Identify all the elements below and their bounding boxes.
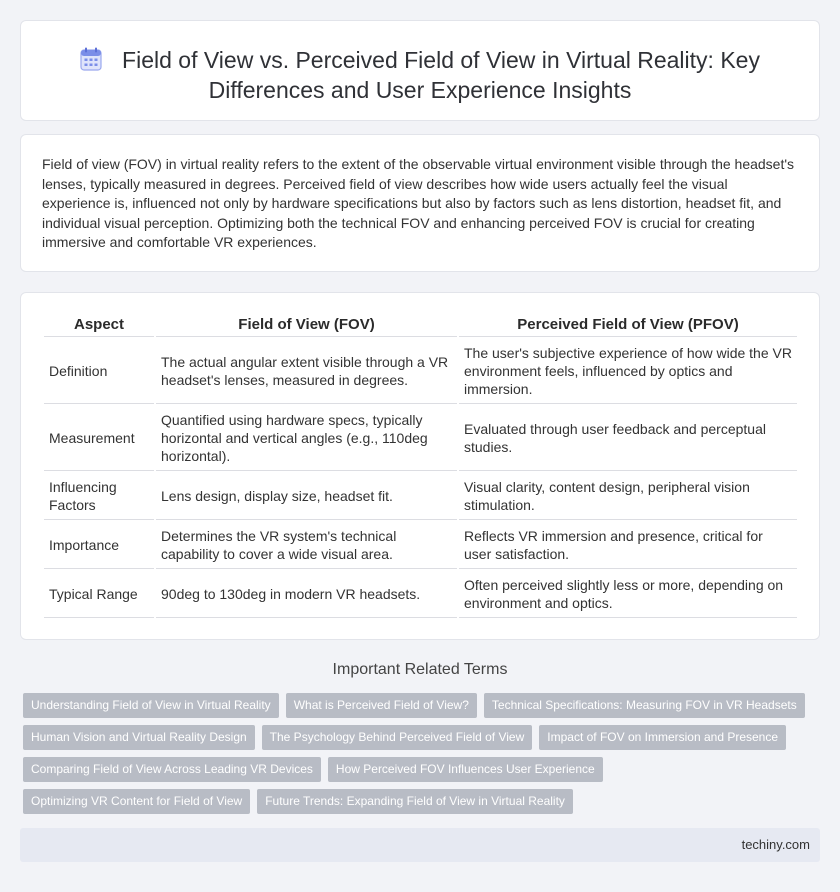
related-term-tag[interactable]: Understanding Field of View in Virtual Reality — [23, 693, 279, 718]
related-term-tag[interactable]: Optimizing VR Content for Field of View — [23, 789, 250, 814]
cell-pfov: Often perceived slightly less or more, depending on environment and optics. — [459, 571, 797, 618]
table-row — [44, 473, 797, 520]
header-fov: Field of View (FOV) — [156, 315, 457, 337]
cell-fov: Quantified using hardware specs, typically horizontal and vertical angles (e.g., 110deg horizontal). — [156, 406, 457, 471]
table-header-row — [44, 315, 797, 337]
tag-row — [23, 789, 823, 814]
related-term-tag[interactable]: What is Perceived Field of View? — [286, 693, 477, 718]
table-row — [44, 406, 797, 471]
header-aspect: Aspect — [44, 315, 154, 337]
table-row — [44, 339, 797, 404]
calendar-icon — [80, 47, 102, 71]
cell-fov: Determines the VR system's technical capability to cover a wide visual area. — [156, 522, 457, 569]
comparison-table — [42, 313, 799, 620]
cell-aspect: Measurement — [44, 406, 154, 471]
intro-card — [20, 134, 820, 272]
related-term-tag[interactable]: Comparing Field of View Across Leading VR Devices — [23, 757, 321, 782]
cell-pfov: The user's subjective experience of how wide the VR environment feels, influenced by optics and immersion. — [459, 339, 797, 404]
comparison-table-card — [20, 292, 820, 640]
tag-row — [23, 757, 823, 782]
intro-paragraph: Field of view (FOV) in virtual reality refers to the extent of the observable virtual environment visible through the headset's lenses, typically measured in degrees. Perceived field of view describes how wide users actually feel the visual experience is, influenced not only by hardware specifications but also by factors such as lens distortion, headset fit, and individual visual perception. Optimizing both the technical FOV and enhancing perceived FOV is crucial for creating immersive and comfortable VR experiences. — [42, 156, 795, 251]
page-title-wrap — [21, 45, 819, 105]
related-term-tag[interactable]: How Perceived FOV Influences User Experience — [328, 757, 603, 782]
related-terms-list — [23, 693, 823, 821]
cell-fov: The actual angular extent visible through a VR headset's lenses, measured in degrees. — [156, 339, 457, 404]
cell-fov: 90deg to 130deg in modern VR headsets. — [156, 571, 457, 618]
table-row — [44, 571, 797, 618]
page-title: Field of View vs. Perceived Field of View in Virtual Reality: Key Differences and User Experience Insights — [122, 47, 760, 103]
cell-aspect: Definition — [44, 339, 154, 404]
cell-pfov: Reflects VR immersion and presence, critical for user satisfaction. — [459, 522, 797, 569]
cell-fov: Lens design, display size, headset fit. — [156, 473, 457, 520]
header-card — [20, 20, 820, 121]
related-term-tag[interactable]: The Psychology Behind Perceived Field of View — [262, 725, 533, 750]
header-pfov: Perceived Field of View (PFOV) — [459, 315, 797, 337]
cell-aspect: Importance — [44, 522, 154, 569]
cell-aspect: Typical Range — [44, 571, 154, 618]
related-term-tag[interactable]: Impact of FOV on Immersion and Presence — [539, 725, 786, 750]
cell-pfov: Evaluated through user feedback and perceptual studies. — [459, 406, 797, 471]
related-term-tag[interactable]: Future Trends: Expanding Field of View in Virtual Reality — [257, 789, 573, 814]
cell-pfov: Visual clarity, content design, peripheral vision stimulation. — [459, 473, 797, 520]
footer-site-link[interactable]: techiny.com — [741, 837, 810, 852]
related-term-tag[interactable]: Human Vision and Virtual Reality Design — [23, 725, 255, 750]
tag-row — [23, 725, 823, 750]
tag-row — [23, 693, 823, 718]
related-terms-title: Important Related Terms — [332, 661, 508, 678]
footer — [20, 828, 820, 862]
table-row — [44, 522, 797, 569]
related-term-tag[interactable]: Technical Specifications: Measuring FOV in VR Headsets — [484, 693, 805, 718]
cell-aspect: Influencing Factors — [44, 473, 154, 520]
